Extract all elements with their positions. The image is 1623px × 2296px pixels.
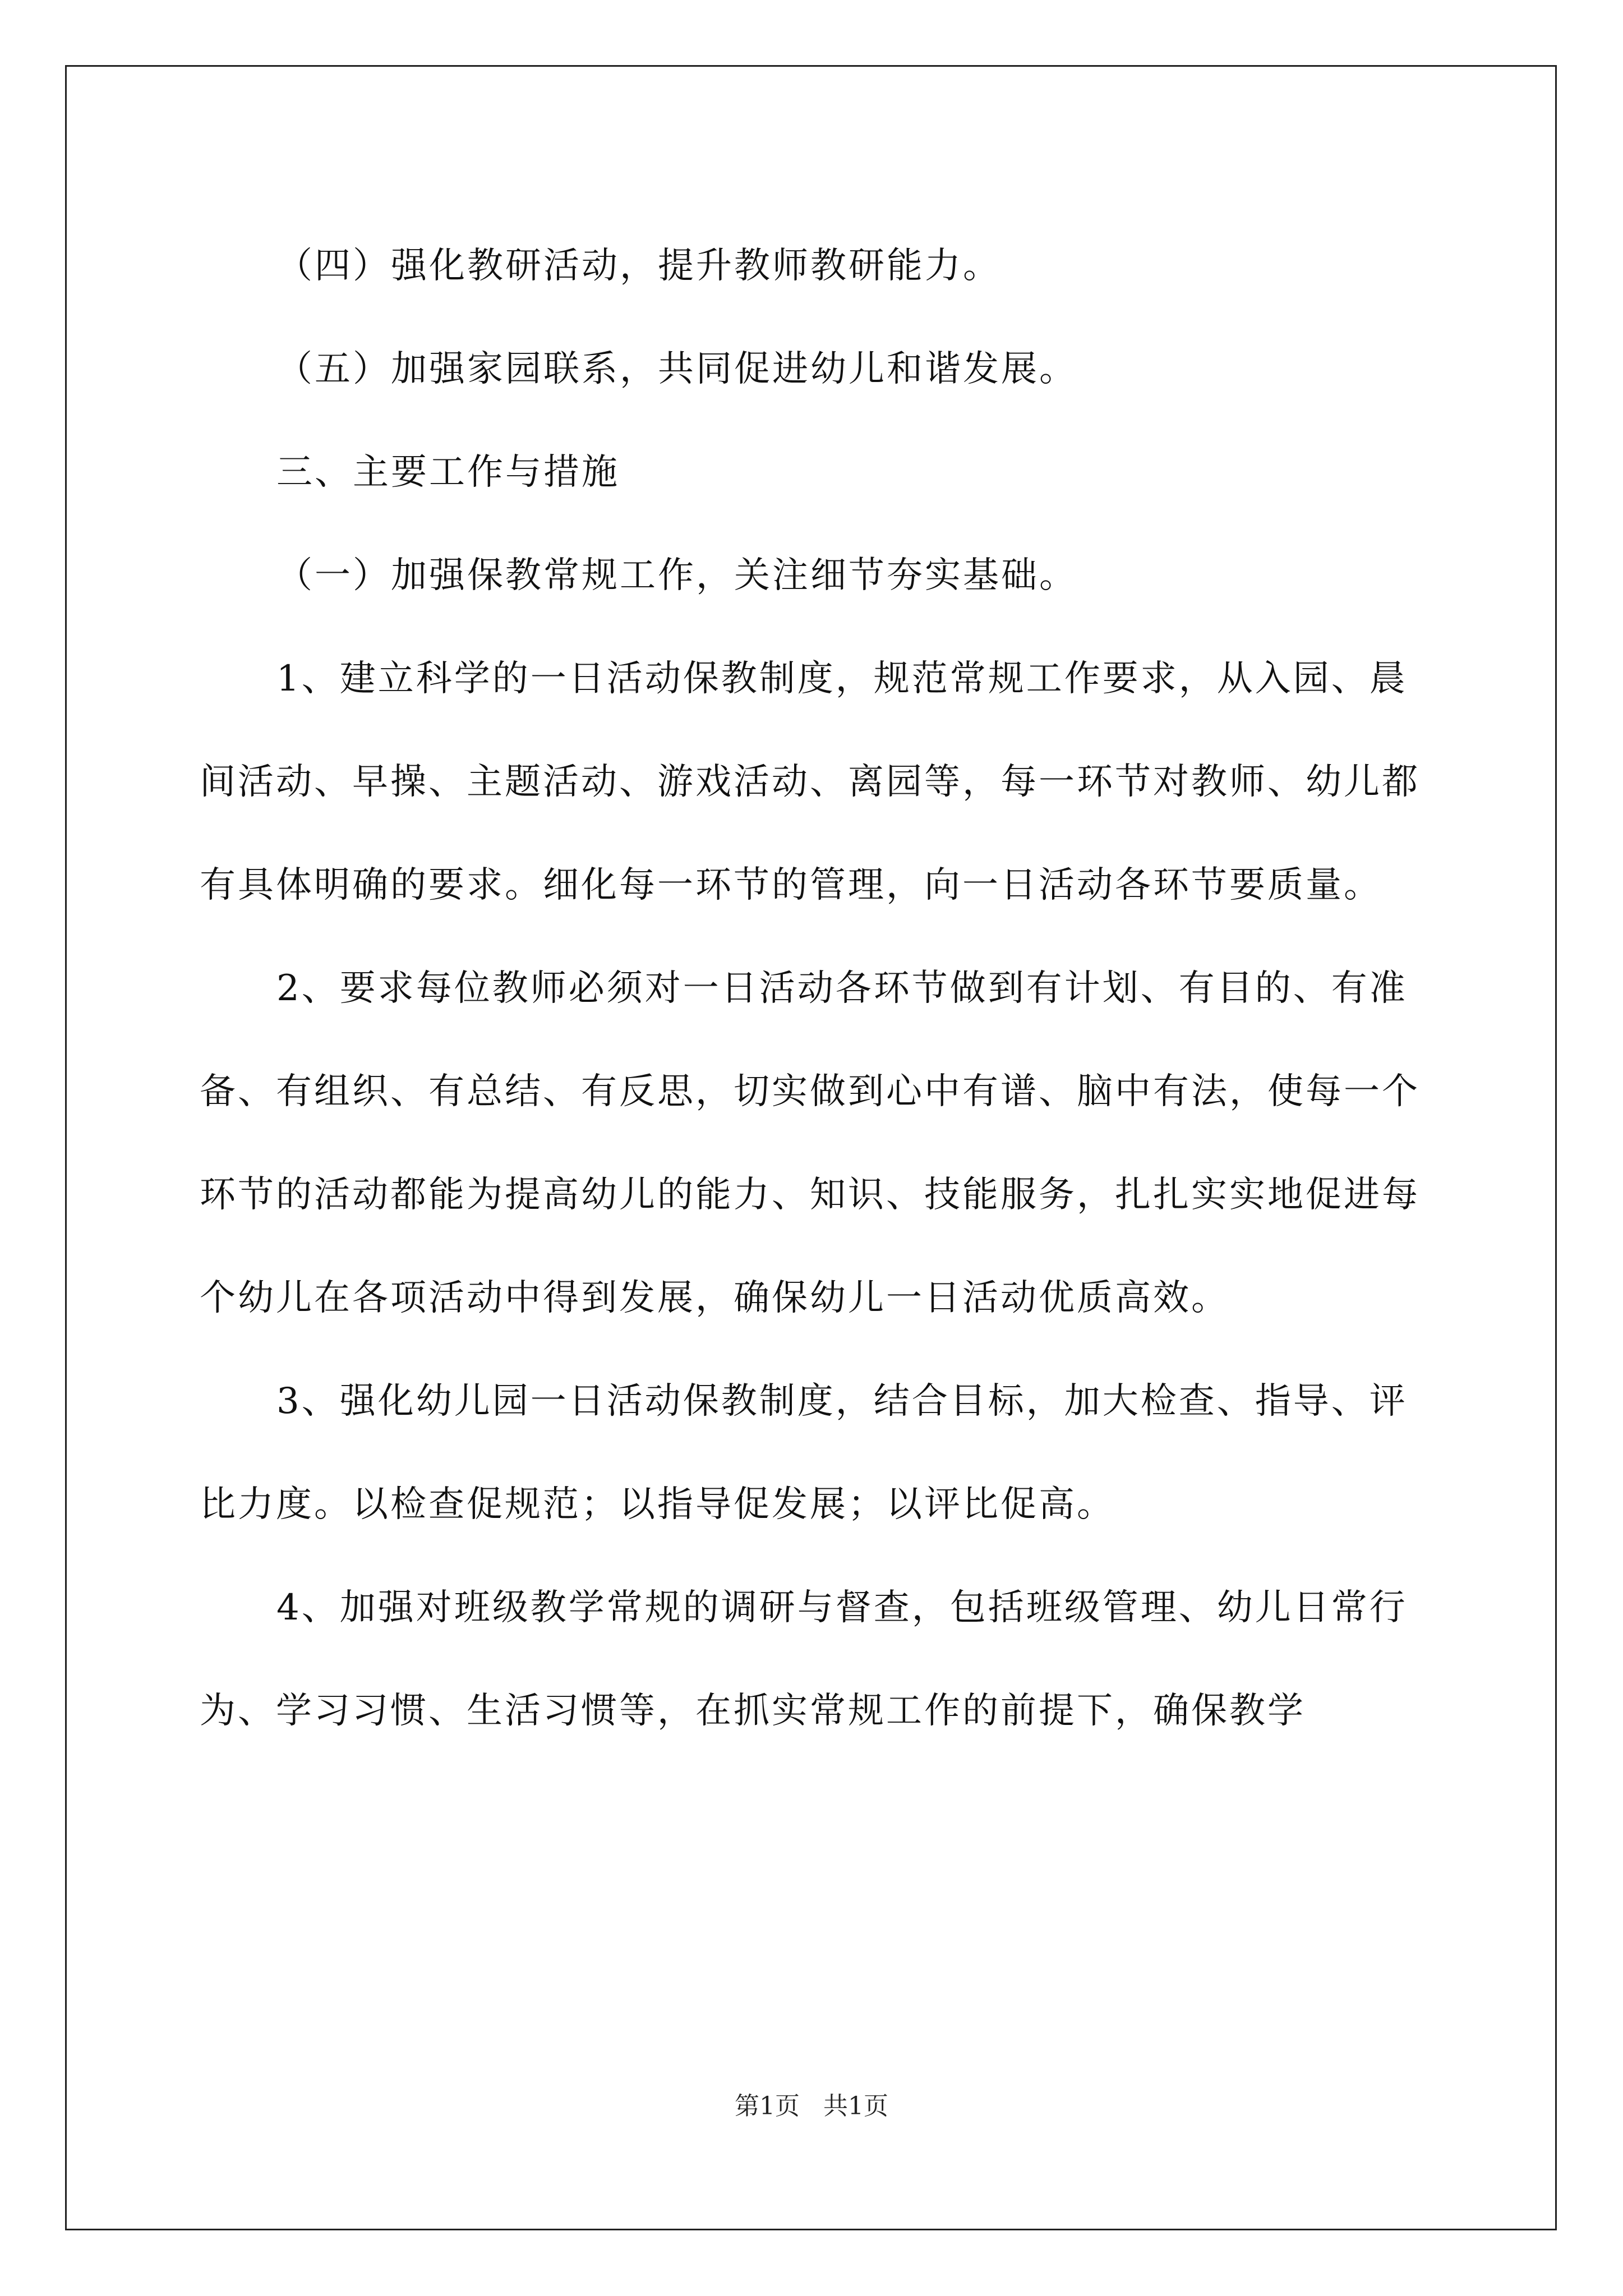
paragraph: （五）加强家园联系，共同促进幼儿和谐发展。: [276, 348, 1077, 390]
paragraph: 3、强化幼儿园一日活动保教制度，结合目标，加大检查、指导、评比力度。以检查促规范；以指导促发展；以评比促高。: [200, 1381, 1408, 1525]
paragraph: 1、建立科学的一日活动保教制度，规范常规工作要求，从入园、晨间活动、早操、主题活动、游戏活动、离园等，每一环节对教师、幼儿都有具体明确的要求。细化每一环节的管理，向一日活动各环节要质量。: [200, 658, 1420, 906]
paragraph: （一）加强保教常规工作，关注细节夯实基础。: [276, 555, 1077, 596]
section-heading: 三、主要工作与措施: [276, 452, 620, 493]
paragraph: 4、加强对班级教学常规的调研与督查，包括班级管理、幼儿日常行为、学习习惯、生活习惯等，在抓实常规工作的前提下，确保教学: [200, 1587, 1408, 1732]
page-footer: 第1页 共1页: [735, 2092, 888, 2120]
paragraph: （四）强化教研活动，提升教师教研能力。: [276, 245, 1001, 287]
document-body: [200, 214, 1428, 1763]
paragraph: 2、要求每位教师必须对一日活动各环节做到有计划、有目的、有准备、有组织、有总结、有反思，切实做到心中有谱、脑中有法，使每一个环节的活动都能为提高幼儿的能力、知识、技能服务，扎扎实实地促进每个幼儿在各项活动中得到发展，确保幼儿一日活动优质高效。: [200, 968, 1420, 1319]
